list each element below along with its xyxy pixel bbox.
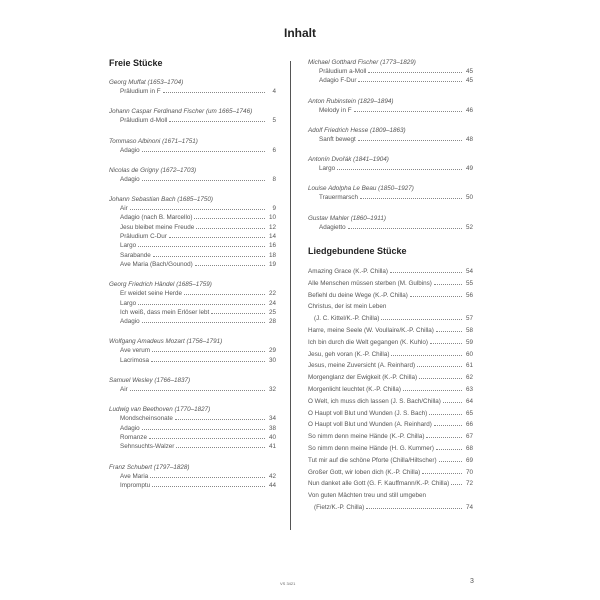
entry-page-number: 66 <box>465 421 473 429</box>
entry-title: Präludium d-Moll <box>120 117 168 125</box>
toc-entry <box>109 241 276 250</box>
toc-entry <box>109 87 276 96</box>
dot-leader <box>439 461 462 462</box>
entry-page-number: 55 <box>465 279 473 287</box>
dot-leader <box>422 473 462 474</box>
entry-title: Nun danket alle Gott (G. F. Kauffmann/K.-P. Chilla) <box>308 480 450 488</box>
composer-name: Louise Adolpha Le Beau (1850–1927) <box>308 185 414 193</box>
toc-entry <box>308 313 473 325</box>
entry-page-number: 8 <box>272 175 276 183</box>
entry-title: Romanze <box>120 433 147 441</box>
entry-title: Tut mir auf die schöne Pforte (Chilla/Hiltscher) <box>308 456 437 464</box>
toc-entry <box>109 308 276 317</box>
dot-leader <box>142 429 265 430</box>
dot-leader <box>354 111 462 112</box>
entry-page-number: 25 <box>268 308 276 316</box>
dot-leader <box>368 72 462 73</box>
toc-entry <box>308 193 473 202</box>
dot-leader <box>142 322 265 323</box>
dot-leader <box>142 180 265 181</box>
dot-leader <box>436 331 462 332</box>
toc-entry <box>109 260 276 269</box>
entry-title: Jesu, geh voran (K.-P. Chilla) <box>308 350 390 358</box>
dot-leader <box>360 198 462 199</box>
toc-entry <box>308 290 473 302</box>
entry-page-number: 52 <box>465 223 473 231</box>
dot-leader <box>390 272 462 273</box>
entry-page-number: 14 <box>268 233 276 241</box>
toc-entry <box>308 278 473 290</box>
composer-group <box>109 107 276 125</box>
entry-page-number: 50 <box>465 194 473 202</box>
entry-page-number: 62 <box>465 374 473 382</box>
toc-entry <box>308 478 473 490</box>
toc-entry <box>308 408 473 420</box>
toc-entry <box>308 301 473 313</box>
dot-leader <box>152 351 265 352</box>
toc-entry <box>308 360 473 372</box>
entry-page-number: 49 <box>465 165 473 173</box>
left-composer-list <box>109 78 276 490</box>
entry-title: Präludium in F <box>120 88 161 95</box>
composer-name: Johann Caspar Ferdinand Fischer (um 1665–1746) <box>109 108 253 116</box>
dot-leader <box>151 361 265 362</box>
toc-entry <box>308 419 473 431</box>
composer-group <box>109 280 276 326</box>
composer-group <box>109 463 276 491</box>
catalog-code: VS 3421 <box>280 581 296 586</box>
song-list <box>308 266 473 514</box>
dot-leader <box>381 319 462 320</box>
toc-entry <box>109 146 276 155</box>
composer-group <box>308 126 473 144</box>
entry-page-number: 12 <box>268 223 276 231</box>
dot-leader <box>195 265 265 266</box>
toc-entry <box>308 502 473 514</box>
entry-title: So nimm denn meine Hände (H. G. Kummer) <box>308 445 434 453</box>
entry-title: Ave Maria <box>120 472 149 480</box>
entry-page-number: 74 <box>465 504 473 512</box>
entry-title: Morgenlicht leuchtet (K.-P. Chilla) <box>308 386 401 394</box>
composer-name: Michael Gotthard Fischer (1773–1829) <box>308 59 416 66</box>
toc-entry <box>109 356 276 365</box>
entry-page-number: 28 <box>268 318 276 326</box>
toc-entry <box>308 490 473 502</box>
dot-leader <box>403 390 462 391</box>
toc-entry <box>308 467 473 479</box>
entry-page-number: 44 <box>268 481 276 489</box>
toc-entry <box>308 266 473 278</box>
entry-page-number: 64 <box>465 397 473 405</box>
entry-title: Adagio <box>120 318 140 326</box>
entry-title: Präludium a-Moll <box>319 68 367 75</box>
composer-name: Tommaso Albinoni (1671–1751) <box>109 137 198 145</box>
toc-entry <box>109 204 276 213</box>
entry-title: Ich weiß, dass mein Erlöser lebt <box>120 308 210 316</box>
entry-title: Impromptu <box>120 481 151 489</box>
dot-leader <box>142 151 265 152</box>
dot-leader <box>391 355 462 356</box>
dot-leader <box>443 402 462 403</box>
entry-title: Morgenglanz der Ewigkeit (K.-P. Chilla) <box>308 374 418 382</box>
toc-entry <box>308 443 473 455</box>
entry-title: Adagio <box>120 175 140 183</box>
toc-entry <box>109 481 276 490</box>
dot-leader <box>348 228 462 229</box>
entry-title: Largo <box>120 242 137 250</box>
toc-entry <box>109 346 276 355</box>
entry-title: Christus, der ist mein Leben <box>308 303 387 311</box>
entry-title: O Haupt voll Blut und Wunden (A. Reinhard) <box>308 421 432 429</box>
toc-entry <box>109 289 276 298</box>
dot-leader <box>434 284 462 285</box>
toc-entry <box>308 106 473 115</box>
entry-page-number: 54 <box>465 268 473 276</box>
entry-page-number: 9 <box>272 205 276 213</box>
toc-entry <box>308 135 473 144</box>
entry-title: Air <box>120 386 128 394</box>
entry-title: Befiehl du deine Wege (K.-P. Chilla) <box>308 291 408 299</box>
toc-entry <box>109 385 276 394</box>
entry-title: Harre, meine Seele (W. Voullaire/K.-P. Chilla) <box>308 327 434 335</box>
toc-entry <box>109 223 276 232</box>
dot-leader <box>169 237 265 238</box>
entry-page-number: 67 <box>465 433 473 441</box>
entry-page-number: 45 <box>465 68 473 75</box>
dot-leader <box>175 419 265 420</box>
toc-entry <box>308 223 473 232</box>
entry-page-number: 45 <box>465 77 473 85</box>
composer-name: Antonín Dvořák (1841–1904) <box>308 156 389 164</box>
entry-page-number: 29 <box>268 347 276 355</box>
composer-name: Nicolas de Grigny (1672–1703) <box>109 166 197 174</box>
composer-group <box>308 214 473 232</box>
toc-entry <box>308 349 473 361</box>
dot-leader <box>176 447 265 448</box>
dot-leader <box>149 438 265 439</box>
entry-page-number: 34 <box>268 415 276 423</box>
entry-page-number: 6 <box>272 146 276 154</box>
entry-title: Adagietto <box>319 223 346 231</box>
toc-entry <box>308 67 473 76</box>
composer-group <box>109 405 276 451</box>
entry-page-number: 38 <box>268 424 276 432</box>
entry-title: Largo <box>120 299 137 307</box>
dot-leader <box>169 121 265 122</box>
dot-leader <box>163 92 265 93</box>
composer-name: Ludwig van Beethoven (1770–1827) <box>109 406 211 414</box>
composer-name: Georg Friedrich Händel (1685–1759) <box>109 281 212 289</box>
entry-page-number: 63 <box>465 386 473 394</box>
composer-name: Wolfgang Amadeus Mozart (1756–1791) <box>109 338 223 346</box>
entry-page-number: 24 <box>268 299 276 307</box>
dot-leader <box>194 218 265 219</box>
toc-entry <box>109 442 276 451</box>
dot-leader <box>410 296 462 297</box>
right-composer-list <box>308 58 473 232</box>
entry-page-number: 61 <box>465 362 473 370</box>
composer-name: Franz Schubert (1797–1828) <box>109 463 190 471</box>
section-heading-liedgebundene-stuecke: Liedgebundene Stücke <box>308 246 407 257</box>
entry-title: Jesus, meine Zuversicht (A. Reinhard) <box>308 362 416 370</box>
composer-name: Johann Sebastian Bach (1685–1750) <box>109 196 213 204</box>
entry-title: Trauermarsch <box>319 194 358 202</box>
entry-page-number: 59 <box>465 338 473 346</box>
dot-leader <box>130 390 265 391</box>
entry-title: Lacrimosa <box>120 356 150 364</box>
dot-leader <box>184 294 265 295</box>
composer-group <box>109 337 276 365</box>
composer-group <box>109 166 276 184</box>
toc-entry <box>109 317 276 326</box>
entry-page-number: 65 <box>465 409 473 417</box>
section-heading-freie-stuecke: Freie Stücke <box>109 58 163 68</box>
composer-group <box>308 184 473 202</box>
dot-leader <box>434 425 462 426</box>
toc-entry <box>308 164 473 173</box>
dot-leader <box>138 246 265 247</box>
dot-leader <box>430 343 462 344</box>
entry-title: Ich bin durch die Welt gegangen (K. Kuhlo) <box>308 338 428 346</box>
entry-page-number: 46 <box>465 106 473 114</box>
entry-page-number: 42 <box>268 472 276 480</box>
entry-title: So nimm denn meine Hände (K.-P. Chilla) <box>308 433 425 441</box>
entry-title: Ave verum <box>120 347 150 355</box>
toc-entry <box>109 116 276 125</box>
entry-title: (Fietz/K.-P. Chilla) <box>314 504 365 512</box>
entry-title: Sarabande <box>120 251 151 259</box>
composer-group <box>109 137 276 155</box>
left-column <box>109 58 276 501</box>
toc-entry <box>109 251 276 260</box>
entry-page-number: 32 <box>268 386 276 394</box>
dot-leader <box>153 256 265 257</box>
dot-leader <box>429 414 462 415</box>
entry-page-number: 41 <box>268 443 276 451</box>
column-divider <box>290 61 291 530</box>
dot-leader <box>419 378 462 379</box>
entry-page-number: 68 <box>465 445 473 453</box>
entry-page-number: 69 <box>465 456 473 464</box>
toc-entry <box>308 431 473 443</box>
entry-title: Melody in F <box>319 106 352 114</box>
composer-name: Adolf Friedrich Hesse (1809–1863) <box>308 126 406 134</box>
page-title: Inhalt <box>284 26 316 40</box>
entry-page-number: 5 <box>272 117 276 125</box>
entry-title: Ave Maria (Bach/Gounod) <box>120 260 193 268</box>
entry-page-number: 57 <box>465 315 473 323</box>
entry-title: O Welt, ich muss dich lassen (J. S. Bach/Chilla) <box>308 397 441 405</box>
dot-leader <box>211 313 265 314</box>
entry-title: Er weidet seine Herde <box>120 290 182 298</box>
entry-title: Adagio F-Dur <box>319 77 357 85</box>
toc-entry <box>109 299 276 308</box>
dot-leader <box>138 304 265 305</box>
entry-page-number: 70 <box>465 468 473 476</box>
composer-group <box>308 97 473 115</box>
toc-entry <box>109 433 276 442</box>
composer-group <box>308 58 473 86</box>
toc-entry <box>308 325 473 337</box>
entry-title: Adagio <box>120 424 140 432</box>
entry-page-number: 58 <box>465 327 473 335</box>
entry-page-number: 60 <box>465 350 473 358</box>
entry-title: Sanft bewegt <box>319 135 356 143</box>
composer-group <box>308 155 473 173</box>
dot-leader <box>152 486 265 487</box>
right-column <box>308 58 473 514</box>
dot-leader <box>150 477 265 478</box>
entry-title: Adagio (nach B. Marcello) <box>120 214 193 222</box>
entry-page-number: 18 <box>268 251 276 259</box>
entry-page-number: 72 <box>465 480 473 488</box>
toc-entry <box>109 175 276 184</box>
entry-title: Jesu bleibet meine Freude <box>120 223 195 231</box>
composer-group <box>109 376 276 394</box>
dot-leader <box>366 508 462 509</box>
dot-leader <box>358 140 462 141</box>
entry-page-number: 19 <box>268 260 276 268</box>
composer-group <box>109 195 276 269</box>
toc-entry <box>109 232 276 241</box>
toc-entry <box>109 414 276 423</box>
entry-title: Von guten Mächten treu und still umgeben <box>308 492 426 500</box>
entry-page-number: 10 <box>268 214 276 222</box>
entry-page-number: 4 <box>272 88 276 95</box>
toc-entry <box>308 76 473 85</box>
dot-leader <box>358 81 462 82</box>
dot-leader <box>417 366 462 367</box>
entry-page-number: 56 <box>465 291 473 299</box>
entry-page-number: 16 <box>268 242 276 250</box>
toc-entry <box>109 213 276 222</box>
dot-leader <box>451 484 462 485</box>
dot-leader <box>337 169 462 170</box>
dot-leader <box>130 209 265 210</box>
entry-title: O Haupt voll Blut und Wunden (J. S. Bach) <box>308 409 428 417</box>
entry-title: (J. C. Kittel/K.-P. Chilla) <box>314 315 380 323</box>
toc-entry <box>109 472 276 481</box>
toc-entry <box>308 384 473 396</box>
entry-title: Präludium C-Dur <box>120 233 167 241</box>
entry-page-number: 22 <box>268 290 276 298</box>
composer-name: Anton Rubinstein (1829–1894) <box>308 97 394 105</box>
entry-title: Alle Menschen müssen sterben (M. Gulbins) <box>308 279 432 287</box>
toc-entry <box>109 424 276 433</box>
entry-title: Mondscheinsonate <box>120 415 173 423</box>
dot-leader <box>436 449 462 450</box>
composer-name: Gustav Mahler (1860–1911) <box>308 214 386 222</box>
entry-page-number: 40 <box>268 433 276 441</box>
entry-title: Largo <box>319 165 336 173</box>
entry-title: Sehnsuchts-Walzer <box>120 443 175 451</box>
dot-leader <box>426 437 462 438</box>
composer-name: Samuel Wesley (1766–1837) <box>109 377 191 385</box>
page-number: 3 <box>470 578 474 585</box>
entry-title: Adagio <box>120 146 140 154</box>
composer-group <box>109 78 276 96</box>
toc-entry <box>308 372 473 384</box>
toc-entry <box>308 455 473 467</box>
toc-entry <box>308 396 473 408</box>
toc-entry <box>308 337 473 349</box>
entry-page-number: 48 <box>465 135 473 143</box>
entry-title: Großer Gott, wir loben dich (K.-P. Chilla) <box>308 468 421 476</box>
dot-leader <box>196 228 265 229</box>
entry-title: Amazing Grace (K.-P. Chilla) <box>308 268 389 276</box>
entry-title: Air <box>120 205 128 213</box>
entry-page-number: 30 <box>268 356 276 364</box>
composer-name: Georg Muffat (1653–1704) <box>109 79 184 86</box>
